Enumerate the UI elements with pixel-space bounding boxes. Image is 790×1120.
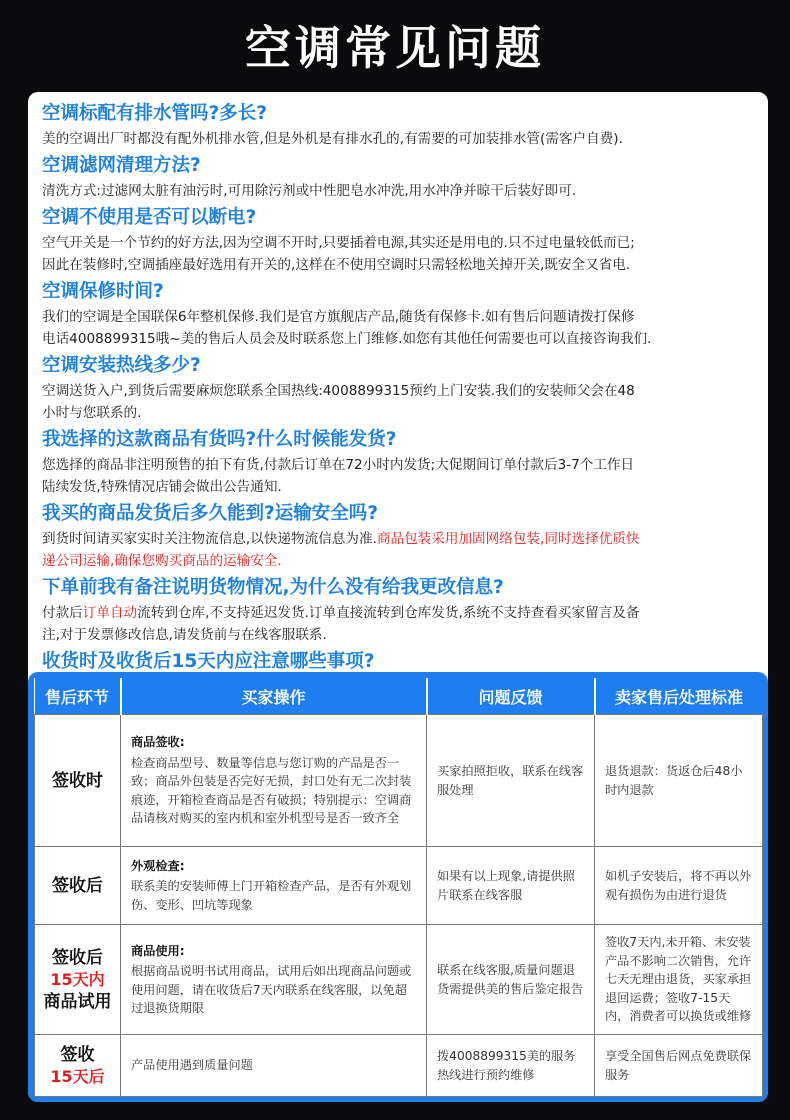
answer-highlight: 订单自动 — [82, 605, 138, 621]
faq-question: 下单前我有备注说明货物情况,为什么没有给我更改信息? — [42, 577, 504, 598]
step-cell — [35, 925, 121, 1035]
step-label: 签收后 — [52, 947, 103, 968]
faq-list — [28, 92, 768, 676]
step-cell — [35, 1035, 121, 1097]
faq-question: 空调安装热线多少? — [42, 355, 201, 376]
answer-text: 流转到仓库,不支持延迟发货.订单直接流转到仓库发货,系统不支持查看买家留言及备 — [137, 605, 640, 621]
feedback-cell: 买家拍照拒收，联系在线客服处理 — [427, 715, 595, 847]
seller-standard-cell: 退货退款：货返仓后48小时内退款 — [595, 715, 763, 847]
faq-answer-line: 陆续发货,特殊情况店铺会做出公告通知. — [42, 479, 282, 495]
buyer-action-text: 根据商品说明书试用商品，试用后如出现商品问题或使用问题，请在收货后7天内联系在线客服，以免超过退换货期限 — [131, 964, 412, 1015]
table-row — [35, 715, 763, 847]
faq-answer-line: 小时与您联系的. — [42, 405, 142, 421]
answer-highlight: 商品包装采用加固网络包装,同时选择优质快 — [376, 531, 640, 547]
content-panel — [28, 92, 768, 1102]
faq-answer: 美的空调出厂时都没有配外机排水管,但是外机是有排水孔的,有需要的可加装排水管(需客户自费). — [42, 131, 623, 147]
faq-question: 空调标配有排水管吗?多长? — [42, 103, 267, 124]
after-sales-table — [28, 672, 768, 1102]
faq-item — [42, 152, 754, 202]
faq-question: 空调保修时间? — [42, 281, 164, 302]
page-title: 空调常见问题 — [245, 21, 545, 75]
faq-question: 我选择的这款商品有货吗?什么时候能发货? — [42, 429, 397, 450]
faq-answer-line — [42, 528, 754, 550]
buyer-action-text: 检查商品型号、数量等信息与您订购的产品是否一致；商品外包装是否完好无损，封口处有无二次封装痕迹，开箱检查商品是否有破损；特别提示：空调商品请核对购买的室内机和室外机型号是否一致齐全 — [131, 755, 412, 826]
step-label: 签收后 — [52, 875, 103, 896]
column-header: 售后环节 — [35, 678, 121, 715]
column-header: 买家操作 — [121, 678, 427, 715]
seller-standard-cell: 享受全国售后网点免费联保服务 — [595, 1035, 763, 1097]
table-row — [35, 847, 763, 925]
step-label: 签收时 — [52, 770, 103, 791]
step-highlight: 15天内 — [50, 969, 105, 989]
faq-answer-line — [42, 602, 754, 624]
faq-answer: 清洗方式:过滤网太脏有油污时,可用除污剂或中性肥皂水冲洗,用水冲净并晾干后装好即可. — [42, 183, 577, 199]
faq-item — [42, 426, 754, 498]
buyer-action-text: 联系美的安装师傅上门开箱检查产品，是否有外观划伤、变形、凹坑等现象 — [131, 879, 412, 912]
feedback-cell: 拨4008899315美的服务热线进行预约维修 — [427, 1035, 595, 1097]
faq-answer — [42, 306, 754, 350]
answer-highlight: 递公司运输,确保您购买商品的运输安全. — [42, 553, 282, 569]
faq-answer — [42, 454, 754, 498]
faq-question: 收货时及收货后15天内应注意哪些事项? — [42, 651, 375, 672]
faq-answer-line: 空气开关是一个节约的好方法,因为空调不开时,只要插着电源,其实还是用电的.只不过电量较低而已; — [42, 235, 635, 251]
faq-item — [42, 574, 754, 646]
faq-item — [42, 500, 754, 572]
feedback-cell: 如果有以上现象,请提供照片联系在线客服 — [427, 847, 595, 925]
faq-answer-line: 因此在装修时,空调插座最好选用有开关的,这样在不使用空调时只需轻松地关掉开关,既安全又省电. — [42, 257, 631, 273]
table-row — [35, 1035, 763, 1097]
buyer-action-cell — [121, 925, 427, 1035]
faq-answer-line: 我们的空调是全国联保6年整机保修.我们是官方旗舰店产品,随货有保修卡.如有售后问题请拨打保修 — [42, 309, 635, 325]
after-sales-grid — [34, 678, 763, 1097]
step-cell — [35, 847, 121, 925]
step-cell — [35, 715, 121, 847]
answer-text: 到货时间请买家实时关注物流信息,以快递物流信息为准. — [42, 531, 377, 547]
answer-text: 付款后 — [42, 605, 83, 621]
faq-answer — [42, 380, 754, 424]
seller-standard-cell: 签收7天内,未开箱、未安装产品不影响二次销售，允许七天无理由退货，买家承担退回运费；签收7-15天内，消费者可以换货或维修 — [595, 925, 763, 1035]
buyer-action-heading: 商品签收: — [131, 735, 185, 750]
column-header: 卖家售后处理标准 — [595, 678, 763, 715]
column-header: 问题反馈 — [427, 678, 595, 715]
buyer-action-heading: 外观检查: — [131, 858, 185, 873]
faq-answer — [42, 232, 754, 276]
feedback-cell: 联系在线客服,质量问题退货需提供美的售后鉴定报告 — [427, 925, 595, 1035]
faq-answer-line: 注,对于发票修改信息,请发货前与在线客服联系. — [42, 627, 327, 643]
step-label: 商品试用 — [43, 991, 112, 1012]
faq-answer-line: 您选择的商品非注明预售的拍下有货,付款后订单在72小时内发货;大促期间订单付款后3-7个工作日 — [42, 457, 635, 473]
table-row — [35, 925, 763, 1035]
faq-answer — [42, 602, 754, 646]
buyer-action-heading: 商品使用: — [131, 943, 185, 958]
step-highlight: 15天后 — [50, 1066, 105, 1086]
faq-item — [42, 100, 754, 150]
buyer-action-cell — [121, 847, 427, 925]
faq-question: 空调滤网清理方法? — [42, 155, 201, 176]
step-label: 签收 — [60, 1044, 95, 1065]
seller-standard-cell: 如机子安装后，将不再以外观有损伤为由进行退货 — [595, 847, 763, 925]
buyer-action-cell — [121, 715, 427, 847]
table-header-row — [35, 678, 763, 715]
faq-answer-line: 空调送货入户,到货后需要麻烦您联系全国热线:4008899315预约上门安装.我们的安装师父会在48 — [42, 383, 635, 399]
buyer-action-text: 产品使用遇到质量问题 — [131, 1058, 253, 1073]
faq-question: 我买的商品发货后多久能到?运输安全吗? — [42, 503, 378, 524]
faq-answer-line: 电话4008899315哦~美的售后人员会及时联系您上门维修.如您有其他任何需要也可以直接咨询我们. — [42, 331, 652, 347]
faq-item — [42, 352, 754, 424]
faq-answer — [42, 528, 754, 572]
faq-question: 空调不使用是否可以断电? — [42, 207, 257, 228]
buyer-action-cell — [121, 1035, 427, 1097]
faq-item — [42, 278, 754, 350]
faq-item — [42, 204, 754, 276]
